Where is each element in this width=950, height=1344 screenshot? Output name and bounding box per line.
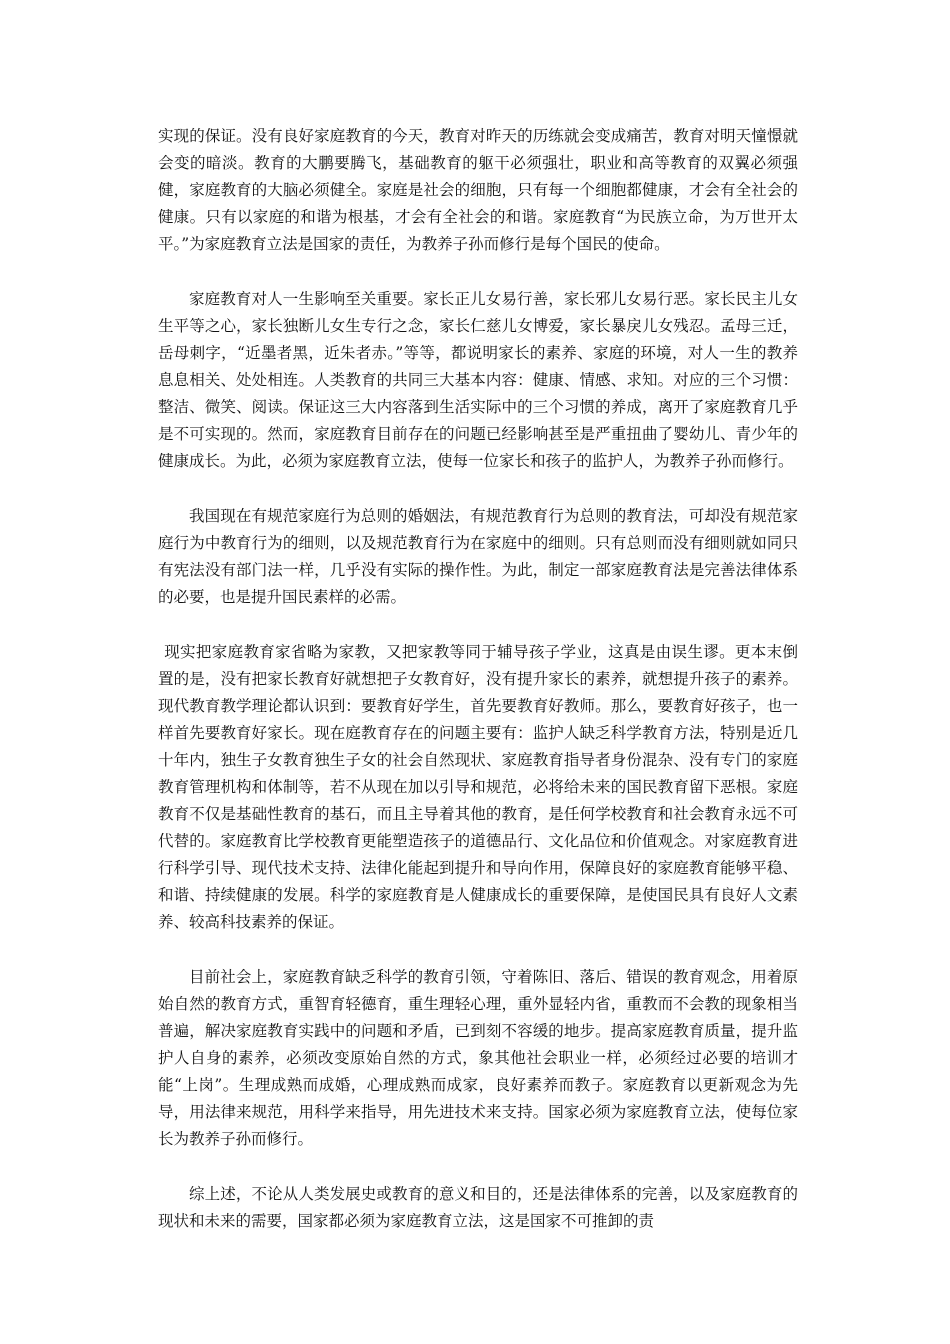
paragraph-3: 我国现在有规范家庭行为总则的婚姻法，有规范教育行为总则的教育法，可却没有规范家庭行为中教育行为的细则，以及规范教育行为在家庭中的细则。只有总则而没有细则就如同只有宪法没有部门法一样，几乎没有实际的操作性。为此，制定一部家庭教育法是完善法律体系的必要，也是提升国民素样的必需。 bbox=[158, 507, 798, 606]
paragraph-2: 家庭教育对人一生影响至关重要。家长正儿女易行善，家长邪儿女易行恶。家长民主儿女生平等之心，家长独断儿女生专行之念，家长仁慈儿女博爱，家长暴戾儿女残忍。孟母三迁，岳母刺字，“近墨者黑，近朱者赤。”等等，都说明家长的素养、家庭的环境，对人一生的教养息息相关、处处相连。人类教育的共同三大基本内容：健康、情感、求知。对应的三个习惯：整洁、微笑、阅读。保证这三大内容落到生活实际中的三个习惯的养成，离开了家庭教育几乎是不可实现的。然而，家庭教育目前存在的问题已经影响甚至是严重扭曲了婴幼儿、青少年的健康成长。为此，必须为家庭教育立法，使每一位家长和孩子的监护人，为教养子孙而修行。 bbox=[158, 290, 798, 470]
paragraph-6: 综上述，不论从人类发展史或教育的意义和目的，还是法律体系的完善，以及家庭教育的现状和未来的需要，国家都必须为家庭教育立法，这是国家不可推卸的责 bbox=[158, 1185, 798, 1230]
paragraph-1: 实现的保证。没有良好家庭教育的今天，教育对昨天的历练就会变成痛苦，教育对明天憧憬就会变的暗淡。教育的大鹏要腾飞，基础教育的躯干必须强壮，职业和高等教育的双翼必须强健，家庭教育的大脑必须健全。家庭是社会的细胞，只有每一个细胞都健康，才会有全社会的健康。只有以家庭的和谐为根基，才会有全社会的和谐。家庭教育“为民族立命，为万世开太平。”为家庭教育立法是国家的责任，为教养子孙而修行是每个国民的使命。 bbox=[158, 127, 798, 253]
paragraph-5: 目前社会上，家庭教育缺乏科学的教育引领，守着陈旧、落后、错误的教育观念，用着原始自然的教育方式，重智育轻德育，重生理轻心理，重外显轻内省，重教而不会教的现象相当普遍，解决家庭教育实践中的问题和矛盾，已到刻不容缓的地步。提高家庭教育质量，提升监护人自身的素养，必须改变原始自然的方式，象其他社会职业一样，必须经过必要的培训才能“上岗”。生理成熟而成婚，心理成熟而成家，良好素养而教子。家庭教育以更新观念为先导，用法律来规范，用科学来指导，用先进技术来支持。国家必须为家庭教育立法，使每位家长为教养子孙而修行。 bbox=[158, 968, 798, 1148]
paragraph-4: 现实把家庭教育家省略为家教，又把家教等同于辅导孩子学业，这真是由误生谬。更本末倒置的是，没有把家长教育好就想把子女教育好，没有提升家长的素养，就想提升孩子的素养。现代教育教学理论都认识到：要教育好学生，首先要教育好教师。那么，要教育好孩子，也一样首先要教育好家长。现在庭教育存在的问题主要有：监护人缺乏科学教育方法，特别是近几十年内，独生子女教育独生子女的社会自然现状、家庭教育指导者身份混杂、没有专门的家庭教育管理机构和体制等，若不从现在加以引导和规范，必将给未来的国民教育留下恶根。家庭教育不仅是基础性教育的基石，而且主导着其他的教育，是任何学校教育和社会教育永远不可代替的。家庭教育比学校教育更能塑造孩子的道德品行、文化品位和价值观念。对家庭教育进行科学引导、现代技术支持、法律化能起到提升和导向作用，保障良好的家庭教育能够平稳、和谐、持续健康的发展。科学的家庭教育是人健康成长的重要保障，是使国民具有良好人文素养、较高科技素养的保证。 bbox=[158, 643, 798, 931]
document-body bbox=[158, 123, 798, 1235]
